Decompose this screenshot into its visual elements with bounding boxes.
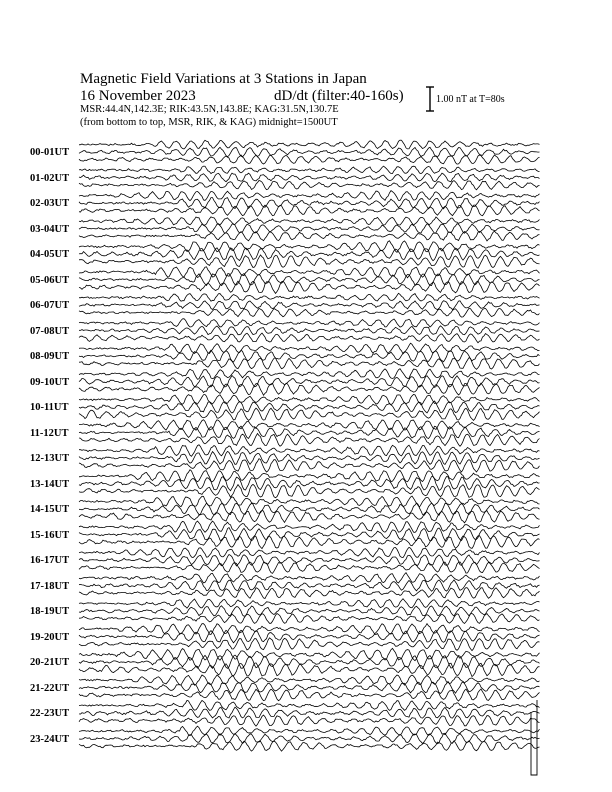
trace-rik <box>79 580 540 591</box>
station-order-note: (from bottom to top, MSR, RIK, & KAG) midnight=1500UT <box>80 117 338 128</box>
trace-rik <box>79 451 540 464</box>
trace-msr <box>79 536 540 549</box>
trace-rik <box>79 224 540 234</box>
trace-kag <box>79 241 540 253</box>
station-coordinates: MSR:44.4N,142.3E; RIK:43.5N,143.8E; KAG:31.5N,130.7E <box>80 104 339 115</box>
trace-msr <box>79 562 540 574</box>
hour-label: 12-13UT <box>30 453 70 464</box>
hour-label: 17-18UT <box>30 580 70 592</box>
trace-rik <box>79 350 540 362</box>
trace-kag <box>79 166 540 174</box>
trace-msr <box>79 434 540 447</box>
trace-msr <box>79 638 540 651</box>
trace-msr <box>79 459 540 472</box>
trace-rik <box>79 274 540 286</box>
trace-msr <box>79 181 540 190</box>
scale-label: 1.00 nT at T=80s <box>436 94 505 105</box>
trace-msr <box>79 231 540 241</box>
trace-rik <box>79 248 540 261</box>
hour-label: 19-20UT <box>30 631 70 643</box>
trace-msr <box>79 333 540 343</box>
trace-kag <box>79 140 540 149</box>
hour-label: 22-23UT <box>30 708 70 719</box>
trace-msr <box>79 689 540 701</box>
trace-kag <box>79 547 540 557</box>
hour-label: 14-15UT <box>30 504 70 515</box>
hour-label: 09-10UT <box>30 376 70 388</box>
trace-msr <box>79 205 540 216</box>
hour-label: 23-24UT <box>30 733 70 745</box>
trace-kag <box>79 191 540 201</box>
trace-msr <box>79 155 540 164</box>
trace-msr <box>79 308 540 317</box>
hour-label: 07-08UT <box>30 325 70 337</box>
hour-label: 21-22UT <box>30 682 70 694</box>
hour-label: 20-21UT <box>30 657 70 668</box>
trace-kag <box>79 267 540 278</box>
trace-msr <box>79 614 540 624</box>
trace-msr <box>79 408 540 420</box>
hour-label: 11-12UT <box>30 427 69 439</box>
trace-rik <box>79 528 540 542</box>
trace-rik <box>79 376 540 388</box>
trace-kag <box>79 470 540 482</box>
hour-label: 04-05UT <box>30 249 70 260</box>
hour-label: 08-09UT <box>30 351 70 362</box>
trace-msr <box>79 383 540 395</box>
trace-msr <box>79 484 540 497</box>
trace-kag <box>79 624 540 635</box>
hour-label: 01-02UT <box>30 172 70 184</box>
trace-rik <box>79 682 540 694</box>
trace-kag <box>79 700 540 710</box>
hour-label: 05-06UT <box>30 274 70 286</box>
hour-label: 00-01UT <box>30 147 70 158</box>
date-label: 16 November 2023 <box>80 88 196 104</box>
trace-kag <box>79 726 540 735</box>
trace-kag <box>79 420 540 431</box>
trace-msr <box>79 588 540 599</box>
trace-msr <box>79 358 540 370</box>
chart-title: Magnetic Field Variations at 3 Stations in Japan <box>80 71 367 87</box>
trace-kag <box>79 599 540 608</box>
trace-rik <box>79 707 540 718</box>
quantity-label: dD/dt (filter:40-160s) <box>274 88 404 104</box>
trace-rik <box>79 147 540 157</box>
hour-label: 02-03UT <box>30 198 70 209</box>
trace-rik <box>79 630 540 643</box>
trace-rik <box>79 426 540 438</box>
trace-msr <box>79 741 540 751</box>
trace-kag <box>79 445 540 457</box>
trace-kag <box>79 319 540 327</box>
trace-kag <box>79 217 540 225</box>
trace-msr <box>79 255 540 268</box>
trace-rik <box>79 173 540 182</box>
trace-msr <box>79 663 540 677</box>
hour-label: 13-14UT <box>30 478 70 490</box>
hour-label: 18-19UT <box>30 606 70 617</box>
trace-kag <box>79 395 540 405</box>
hour-label: 10-11UT <box>30 402 69 413</box>
trace-kag <box>79 648 540 660</box>
trace-msr <box>79 715 540 726</box>
trace-rik <box>79 326 540 335</box>
trace-kag <box>79 675 540 685</box>
trace-kag <box>79 343 540 354</box>
hour-label: 15-16UT <box>30 529 70 541</box>
trace-rik <box>79 401 540 413</box>
trace-rik <box>79 477 540 491</box>
hour-label: 16-17UT <box>30 555 70 566</box>
trace-rik <box>79 655 540 668</box>
hour-label: 06-07UT <box>30 300 70 311</box>
trace-msr <box>79 281 540 293</box>
trace-rik <box>79 301 540 310</box>
trace-kag <box>79 496 540 507</box>
hour-label: 03-04UT <box>30 223 70 235</box>
trace-kag <box>79 293 540 301</box>
